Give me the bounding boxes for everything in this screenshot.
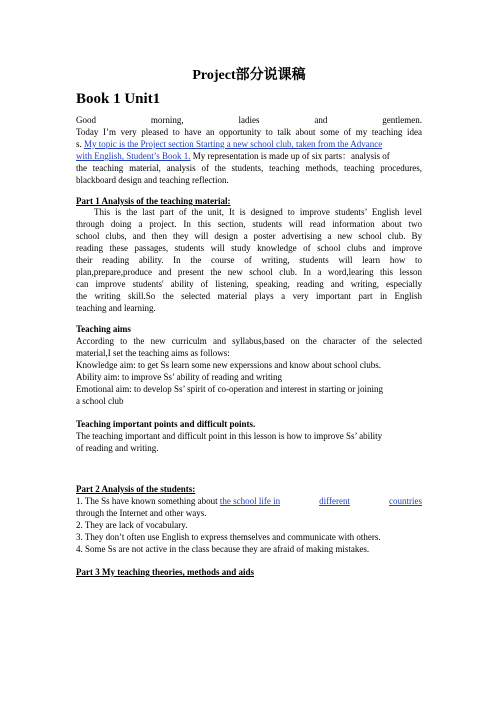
school-life-link[interactable]: [220, 496, 422, 507]
aims-line: Ability aim: to improve Ss’ ability of reading and writing: [76, 372, 283, 382]
part2-line: through the Internet and other ways.: [76, 508, 207, 518]
greeting-word: morning,: [150, 115, 184, 125]
aims-line: material,I set the teaching aims as follows:: [76, 348, 230, 358]
part1-line: school clubs, and then they will design a poster advertising a new school club. By: [76, 231, 422, 241]
part1-line: their reading ability. In the course of writing, students will learn how to: [76, 255, 422, 265]
link-word: different: [319, 496, 350, 506]
greeting-word: Good: [76, 115, 96, 125]
unit-heading: Book 1 Unit1: [76, 91, 161, 107]
aims-heading: Teaching aims: [76, 324, 131, 334]
intro-line: [76, 139, 422, 150]
part1-heading: Part 1 Analysis of the teaching material:: [76, 196, 231, 206]
greeting-word: ladies: [238, 115, 260, 125]
intro-text: s.: [76, 139, 82, 149]
intro-line: Today I’m very pleased to have an opportunity to talk about some of my teaching idea: [76, 127, 422, 137]
topic-link-continued[interactable]: with English, Student’s Book 1.: [76, 151, 191, 161]
intro-line: blackboard design and teaching reflection.: [76, 175, 229, 185]
link-word: countries: [389, 496, 422, 506]
document-title: Project部分说课稿: [192, 68, 306, 83]
aims-line: Emotional aim: to develop Ss’ spirit of co-operation and interest in starting or joining: [76, 384, 384, 394]
part3-heading: Part 3 My teaching theories, methods and aids: [76, 567, 254, 577]
part1-line: teaching and learning.: [76, 303, 156, 313]
part2-item: 4. Some Ss are not active in the class because they are afraid of making mistakes.: [76, 544, 370, 554]
intro-text: My representation is made up of six parts：analysis of: [192, 151, 390, 161]
intro-line: [76, 151, 422, 162]
aims-line: Knowledge aim: to get Ss learn some new experssions and know about school clubs.: [76, 360, 381, 370]
part1-line: reading these passages, students will study knowledge of school clubs and improve: [76, 243, 422, 253]
aims-line: According to the new curriculm and syllabus,based on the character of the selected: [76, 336, 422, 346]
part2-text: 1. The Ss have known something about: [76, 496, 220, 506]
intro-line: the teaching material, analysis of the students, teaching methods, teaching procedures,: [76, 163, 422, 173]
points-line: The teaching important and difficult point in this lesson is how to improve Ss’ ability: [76, 431, 383, 441]
points-line: of reading and writing.: [76, 443, 159, 453]
part1-line: plan,prepare,produce and present the new school club. In a word,learing this lesson: [76, 267, 422, 277]
part2-item: 2. They are lack of vocabulary.: [76, 520, 188, 530]
part2-line: [76, 496, 422, 507]
greeting-word: and: [314, 115, 328, 125]
topic-link[interactable]: My topic is the Project section Starting a new school club, taken from the Advance: [84, 139, 383, 149]
part2-heading: Part 2 Analysis of the students:: [76, 484, 196, 494]
part1-line: can improve students' ability of listening, speaking, reading and writing, especially: [76, 279, 422, 289]
part1-line: This is the last part of the unit, It is designed to improve students’ English level: [94, 207, 422, 217]
link-word: the school life in: [219, 496, 281, 506]
greeting-word: gentlemen.: [382, 115, 422, 125]
part2-item: 3. They don’t often use English to express themselves and communicate with others.: [76, 532, 381, 542]
part1-line: the writing skill.So the selected material plays a very important part in English: [76, 291, 422, 301]
aims-line: a school club: [76, 396, 124, 406]
greeting-line: [76, 115, 422, 126]
part1-line: through doing a project. In this section, students will read information about two: [76, 219, 422, 229]
points-heading: Teaching important points and difficult points.: [76, 419, 256, 429]
